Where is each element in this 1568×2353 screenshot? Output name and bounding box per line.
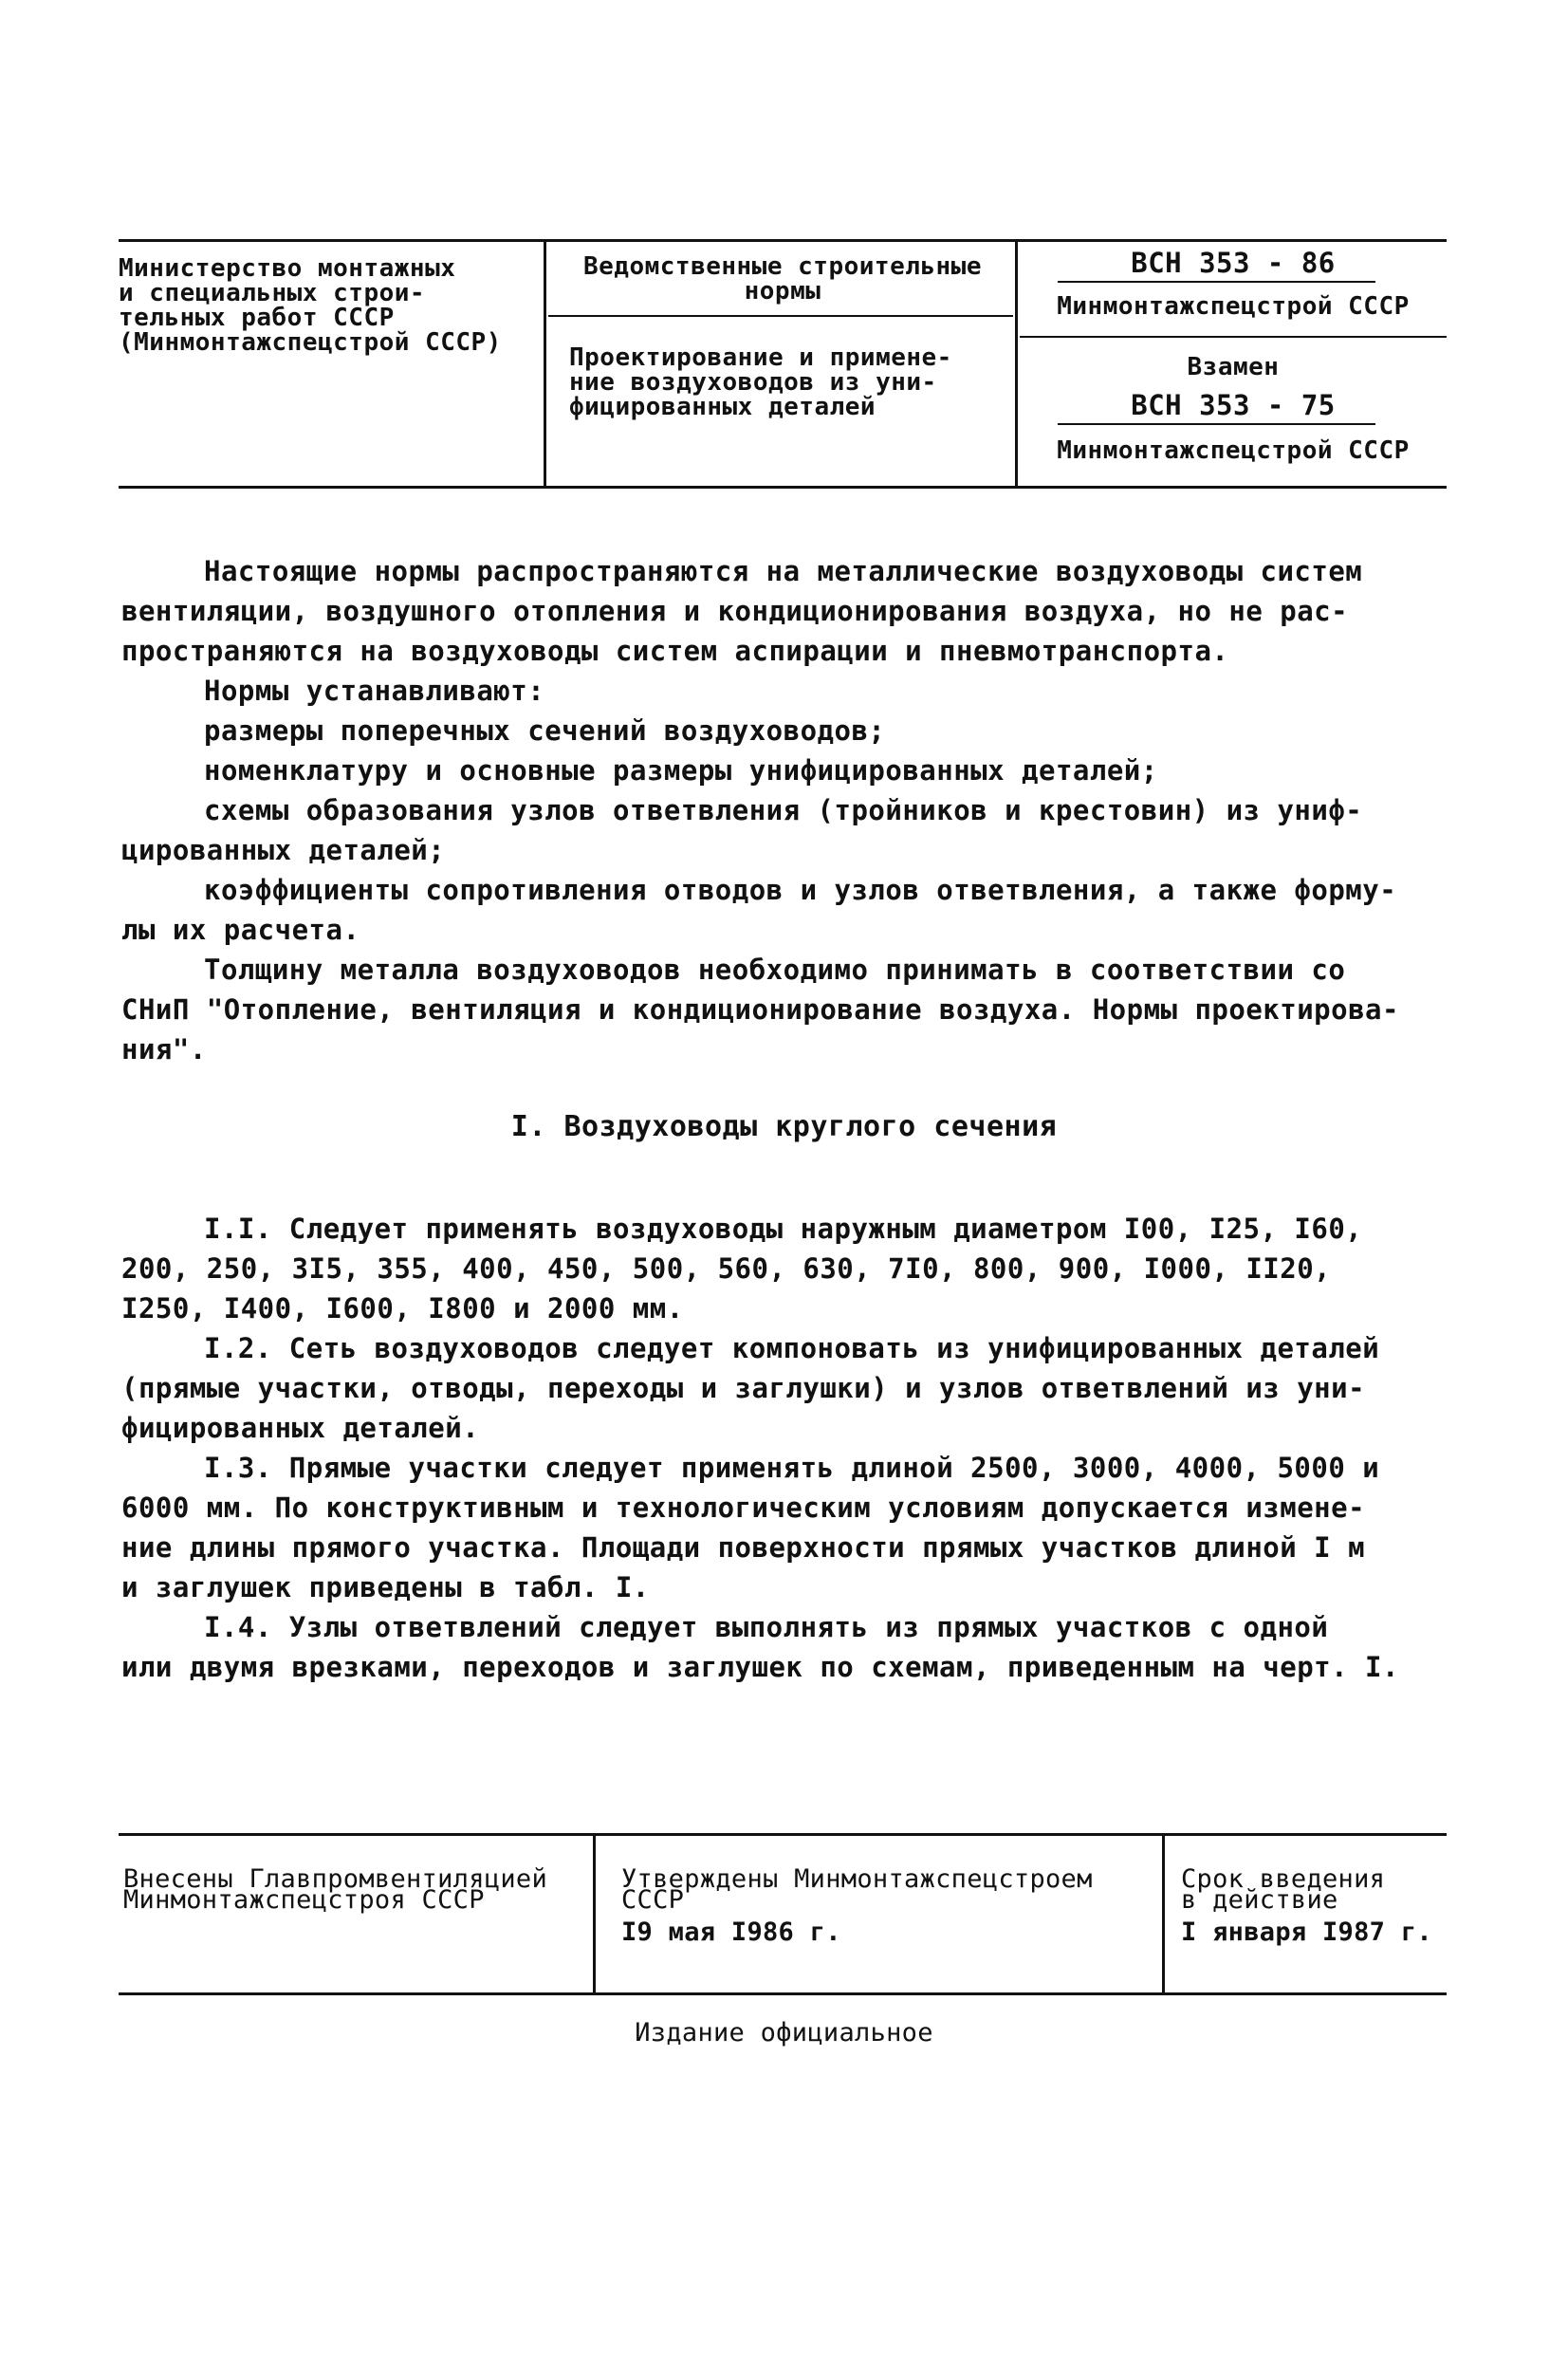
document-title: Проектирование и примене- ние воздуховодов из уни- фицированных деталей: [569, 343, 952, 421]
section-line: I.2. Сеть воздуховодов следует компоновать из унифицированных деталей: [204, 1332, 1380, 1364]
section-line: 6000 мм. По конструктивным и технологическим условиям допускается измене-: [121, 1491, 1366, 1524]
footer-divider-1: [593, 1833, 596, 1992]
edition-note: Издание официальное: [635, 2018, 933, 2047]
intro-line: номенклатуру и основные размеры унифицированных деталей;: [204, 754, 1158, 787]
replaces-underline: [1058, 423, 1375, 425]
intro-line: пространяются на воздуховоды систем аспирации и пневмотранспорта.: [121, 635, 1229, 667]
intro-line: Настоящие нормы распространяются на металлические воздуховоды систем: [204, 555, 1363, 587]
section-line: I.I. Следует применять воздуховоды наружным диаметром I00, I25, I60,: [204, 1213, 1363, 1245]
intro-line: коэффициенты сопротивления отводов и узлов ответвления, а также форму-: [204, 874, 1397, 906]
intro-line: Нормы устанавливают:: [204, 675, 545, 707]
footer-top-rule: [119, 1833, 1447, 1836]
section-line: и заглушек приведены в табл. I.: [121, 1571, 650, 1603]
header-divider-2: [1015, 239, 1018, 486]
code-underline: [1058, 281, 1375, 283]
section-line: I.4. Узлы ответвлений следует выполнять из прямых участков с одной: [204, 1611, 1329, 1643]
section-heading: I. Воздуховоды круглого сечения: [510, 1110, 1058, 1143]
approved-by: Утверждены Минмонтажспецстроем СССР: [621, 1864, 1093, 1915]
intro-line: СНиП "Отопление, вентиляция и кондиционирование воздуха. Нормы проектирова-: [121, 993, 1399, 1026]
footer-bottom-rule: [119, 1992, 1447, 1995]
header-divider-1: [544, 239, 546, 486]
header-bottom-rule: [119, 486, 1447, 489]
header-mid-rule: [548, 315, 1013, 317]
header-top-rule: [119, 239, 1447, 242]
header-right-rule: [1020, 336, 1447, 338]
section-line: или двумя врезками, переходов и заглушек по схемам, приведенным на черт. I.: [121, 1651, 1399, 1683]
replaced-organization: Минмонтажспецстрой СССР: [1057, 436, 1410, 465]
intro-line: цированных деталей;: [121, 834, 446, 866]
section-line: (прямые участки, отводы, переходы и заглушки) и узлов ответвлений из уни-: [121, 1372, 1366, 1404]
effective-date: I января I987 г.: [1181, 1918, 1432, 1947]
norms-type: Ведомственные строительные нормы: [583, 252, 982, 306]
intro-line: схемы образования узлов ответвления (тройников и крестовин) из униф-: [204, 794, 1363, 826]
replaced-code: ВСН 353 - 75: [1131, 389, 1336, 421]
intro-line: Толщину металла воздуховодов необходимо принимать в соответствии со: [204, 954, 1346, 986]
section-line: I250, I400, I600, I800 и 2000 мм.: [121, 1292, 684, 1325]
footer-divider-2: [1162, 1833, 1165, 1992]
code-organization: Минмонтажспецстрой СССР: [1057, 292, 1410, 321]
ministry-name: Министерство монтажных и специальных строи- тельных работ СССР (Минмонтажспецстрой СССР): [119, 254, 502, 357]
effective-label: Срок введения в действие: [1181, 1864, 1386, 1915]
document-code: ВСН 353 - 86: [1131, 247, 1336, 279]
replaces-label: Взамен: [1187, 353, 1280, 381]
approval-date: I9 мая I986 г.: [621, 1918, 841, 1947]
section-line: ние длины прямого участка. Площади поверхности прямых участков длиной I м: [121, 1531, 1366, 1564]
intro-line: ния".: [121, 1033, 207, 1065]
section-line: 200, 250, 3I5, 355, 400, 450, 500, 560, 630, 7I0, 800, 900, I000, II20,: [121, 1252, 1332, 1285]
section-line: I.3. Прямые участки следует применять длиной 2500, 3000, 4000, 5000 и: [204, 1452, 1380, 1484]
intro-line: вентиляции, воздушного отопления и кондиционирования воздуха, но не рас-: [121, 595, 1349, 627]
intro-line: лы их расчета.: [121, 914, 360, 946]
section-line: фицированных деталей.: [121, 1412, 480, 1444]
intro-line: размеры поперечных сечений воздуховодов;: [204, 714, 886, 747]
introduced-by: Внесены Главпромвентиляцией Минмонтажспецстроя СССР: [123, 1864, 547, 1915]
